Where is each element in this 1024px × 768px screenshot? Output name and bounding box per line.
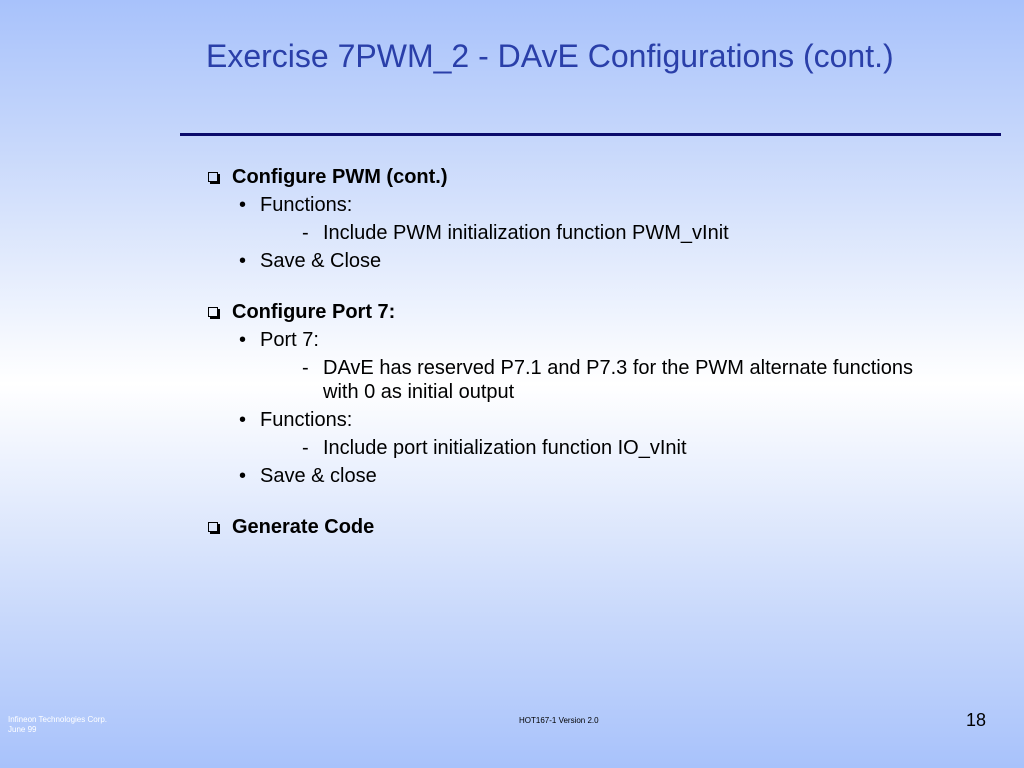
bullet-item [239,408,1008,432]
checkbox-bullet-icon [208,172,218,182]
section-heading-text: Configure Port 7: [232,300,396,323]
checkbox-bullet-icon [208,522,218,532]
bullet-icon: • [239,329,247,351]
sub-bullet-text: Include port initialization function IO_vInit [323,437,687,459]
sub-bullet-item [302,356,943,404]
dash-icon: - [302,357,309,379]
page-number: 18 [966,710,987,730]
section-configure-port7 [208,300,1008,488]
bullet-item [239,193,1008,217]
bullet-text: Functions: [260,409,353,431]
footer-date: June 99 [8,725,37,734]
section-heading [208,300,1008,324]
sub-bullet-text: Include PWM initialization function PWM_vInit [323,222,729,244]
sub-bullet-item [302,436,943,460]
checkbox-bullet-icon [208,307,218,317]
dash-icon: - [302,437,309,459]
section-heading-text: Configure PWM (cont.) [232,165,448,188]
dash-icon: - [302,222,309,244]
footer-version: HOT167-1 Version 2.0 [519,716,599,725]
bullet-text: Save & close [260,465,377,487]
bullet-icon: • [239,465,247,487]
bullet-item [239,328,1008,352]
bullet-icon: • [239,194,247,216]
bullet-icon: • [239,250,247,272]
bullet-text: Port 7: [260,329,319,351]
section-configure-pwm [208,165,1008,273]
section-heading-text: Generate Code [232,515,375,538]
bullet-item [239,464,1008,488]
bullet-text: Save & Close [260,250,382,272]
footer-company-block [8,715,107,735]
bullet-text: Functions: [260,194,353,216]
title-divider [180,133,1001,136]
footer-company: Infineon Technologies Corp. [8,715,108,724]
section-heading [208,515,1008,539]
sub-bullet-item [302,221,943,245]
slide-content [208,165,1008,539]
bullet-item [239,249,1008,273]
bullet-icon: • [239,409,247,431]
slide-title: Exercise 7PWM_2 - DAvE Configurations (cont.) [206,38,894,74]
sub-bullet-text: DAvE has reserved P7.1 and P7.3 for the PWM alternate functions with 0 as initial output [323,357,913,403]
section-generate-code [208,515,1008,539]
section-heading [208,165,1008,189]
